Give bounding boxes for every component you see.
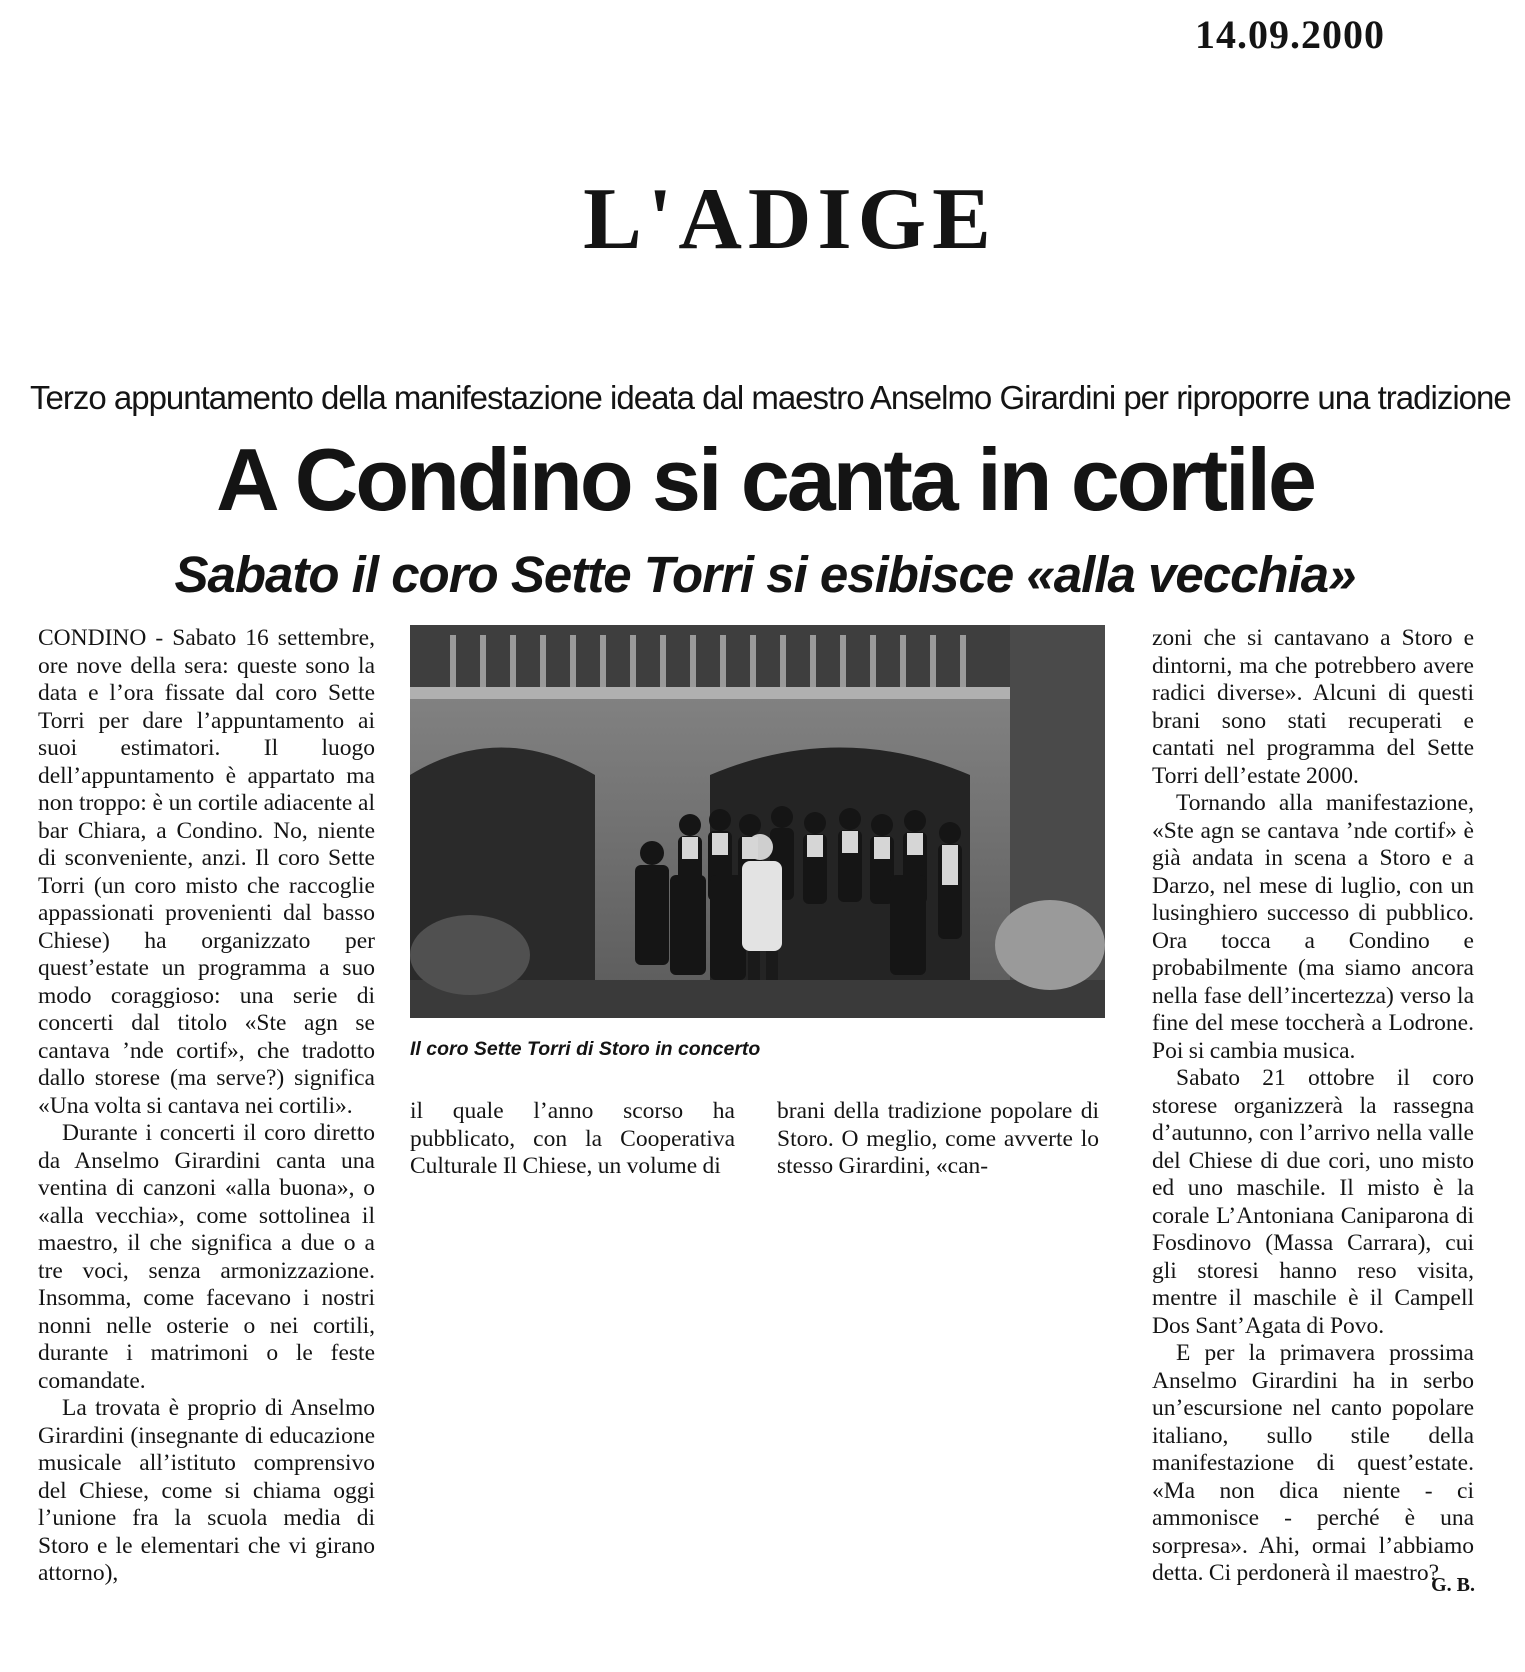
article-kicker: Terzo appuntamento della manifestazione ideata dal maestro Anselmo Girardini per riproporre una tradizione bbox=[30, 379, 1511, 416]
article-subhead: Sabato il coro Sette Torri si esibisce «alla vecchia» bbox=[174, 546, 1356, 603]
choir-photo-image bbox=[410, 625, 1105, 1018]
author-signature: G. B. bbox=[1431, 1574, 1475, 1596]
paragraph: brani della tradizione popolare di Storo. O meglio, come avverte lo stesso Girardini, «can- bbox=[777, 1098, 1099, 1179]
publication-date: 14.09.2000 bbox=[1195, 12, 1385, 57]
paragraph: Tornando alla manifestazione, «Ste agn se cantava ’nde cortif» è già andata in scena a Storo e a Darzo, nel mese di luglio, con un lusinghiero successo di pubblico. Ora tocca a Condino e probabilmente (ma siamo ancora nella fase dell’incertezza) verso la fine del mese toccherà a Lodrone. Poi si cambia musica. bbox=[1152, 790, 1474, 1064]
newspaper-masthead: L'ADIGE bbox=[583, 171, 997, 268]
article-column-2 bbox=[410, 1098, 735, 1188]
paragraph: CONDINO - Sabato 16 settembre, ore nove della sera: queste sono la data e l’ora fissate dal coro Sette Torri per dare l’appuntamento ai suoi estimatori. Il luogo dell’appuntamento è appartato ma non troppo: è un cortile adiacente al bar Chiara, a Condino. No, niente di sconveniente, anzi. Il coro Sette Torri (un coro misto che raccoglie appassionati provenienti dal basso Chiese) ha organizzato per quest’estate un programma a suo modo coraggioso: una serie di concerti dal titolo «Ste agn se cantava ’nde cortif», che tradotto dallo storese (ma serve?) significa «Una volta si cantava nei cortili». bbox=[38, 625, 375, 1119]
paragraph: Sabato 21 ottobre il coro storese organizzerà la rassegna d’autunno, con l’arrivo nella valle del Chiese di due cori, uno misto ed uno maschile. Il misto è la corale L’Antoniana Caniparona di Fosdinovo (Massa Carrara), cui gli storesi hanno reso visita, mentre il maschile è il Campell Dos Sant’Agata di Povo. bbox=[1152, 1065, 1474, 1339]
article-headline: A Condino si canta in cortile bbox=[216, 430, 1314, 529]
choir-photo bbox=[410, 625, 1105, 1018]
paragraph: La trovata è proprio di Anselmo Girardini (insegnante di educazione musicale all’istituto comprensivo del Chiese, come si chiama oggi l’unione fra la scuola media di Storo e le elementari che vi girano attorno), bbox=[38, 1395, 375, 1586]
article-column-3 bbox=[777, 1098, 1099, 1188]
paragraph: il quale l’anno scorso ha pubblicato, con la Cooperativa Culturale Il Chiese, un volume di bbox=[410, 1098, 735, 1179]
paragraph: zoni che si cantavano a Storo e dintorni, ma che potrebbero avere radici diverse». Alcuni di questi brani sono stati recuperati e cantati nel programma del Sette Torri dell’estate 2000. bbox=[1152, 625, 1474, 789]
photo-caption: Il coro Sette Torri di Storo in concerto bbox=[410, 1038, 761, 1060]
paragraph: Durante i concerti il coro diretto da Anselmo Girardini canta una ventina di canzoni «alla buona», o «alla vecchia», come sottolinea il maestro, il che significa a due o a tre voci, senza armonizzazione. Insomma, come facevano i nostri nonni nelle osterie o nei cortili, durante i matrimoni o le feste comandate. bbox=[38, 1120, 375, 1394]
article-column-1 bbox=[38, 625, 375, 1586]
paragraph: E per la primavera prossima Anselmo Girardini ha in serbo un’escursione nel canto popolare italiano, sullo stile della manifestazione di quest’estate. «Ma non dica niente - ci ammonisce - perché è una sorpresa». Ahi, ormai l’abbiamo detta. Ci perdonerà il maestro? bbox=[1152, 1340, 1474, 1586]
